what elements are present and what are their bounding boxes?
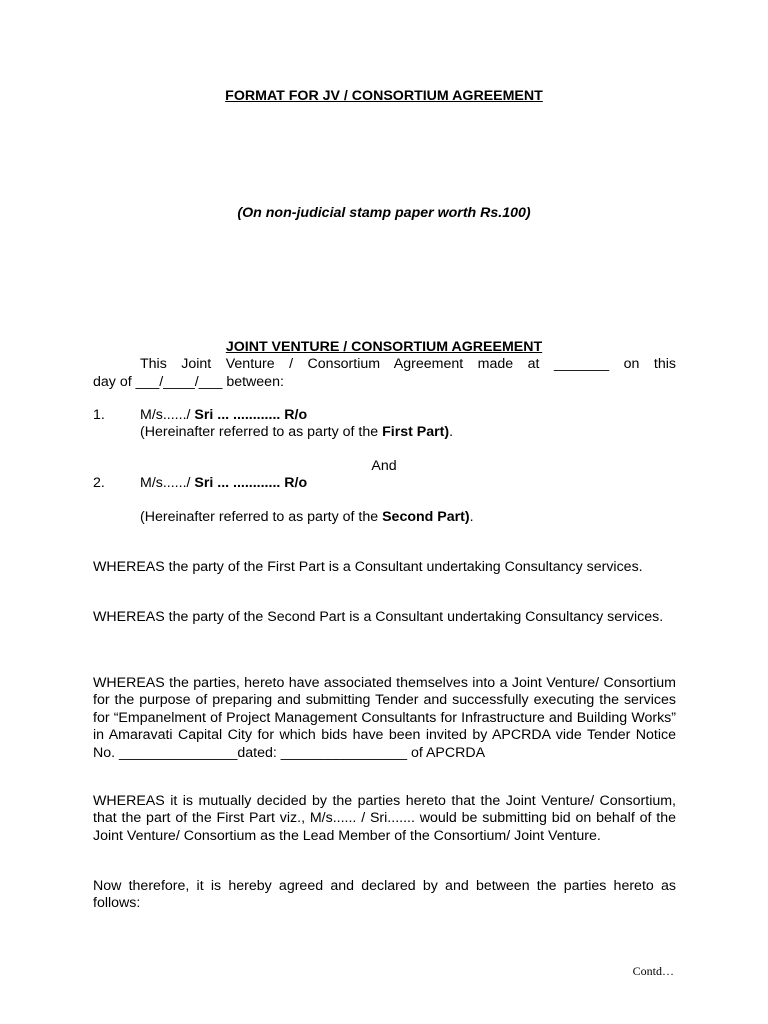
party-2-ref-text: (Hereinafter referred to as party of the bbox=[140, 509, 383, 525]
party-2-name bbox=[140, 475, 307, 492]
party-2-ref-end: . bbox=[469, 509, 474, 525]
and-separator: And bbox=[371, 458, 397, 474]
agreement-heading: JOINT VENTURE / CONSORTIUM AGREEMENT bbox=[225, 339, 543, 355]
party-1-sri: Sri ... ............ R/o bbox=[194, 407, 308, 423]
party-2-sri: Sri ... ............ R/o bbox=[194, 475, 308, 491]
party-1-number: 1. bbox=[93, 407, 105, 423]
party-1-ms: M/s....../ bbox=[140, 407, 195, 423]
party-1-reference bbox=[140, 424, 453, 441]
party-1-ref-end: . bbox=[449, 424, 454, 440]
format-title: FORMAT FOR JV / CONSORTIUM AGREEMENT bbox=[225, 88, 543, 104]
whereas-paragraph-1: WHEREAS the party of the First Part is a Consultant undertaking Consultancy services. bbox=[93, 559, 643, 575]
stamp-paper-note: (On non-judicial stamp paper worth Rs.100) bbox=[237, 205, 531, 221]
party-2-number: 2. bbox=[93, 475, 105, 491]
party-1-name bbox=[140, 407, 307, 424]
intro-line-1: This Joint Venture / Consortium Agreement made at _______ on this bbox=[140, 356, 676, 372]
intro-line-2: day of ___/____/___ between: bbox=[93, 374, 284, 390]
party-2-reference bbox=[140, 509, 474, 526]
party-1-ref-text: (Hereinafter referred to as party of the bbox=[140, 424, 383, 440]
party-2-ref-bold: Second Part) bbox=[382, 509, 470, 525]
whereas-paragraph-4: WHEREAS it is mutually decided by the parties hereto that the Joint Venture/ Consortium, that the part of the First Part viz., M/s...... / Sri....... would be submitting bid on behalf of the Joint Venture/ Consortium as the Lead Member of the Consortium/ Joint Venture. bbox=[93, 793, 676, 844]
party-1-ref-bold: First Part) bbox=[382, 424, 450, 440]
party-2-ms: M/s....../ bbox=[140, 475, 195, 491]
whereas-paragraph-3: WHEREAS the parties, hereto have associated themselves into a Joint Venture/ Consortium for the purpose of preparing and submitting Tender and successfully executing the services for “Empanelment of Project Management Consultants for Infrastructure and Building Works” in Amaravati Capital City for which bids have been invited by APCRDA vide Tender Notice No. _______________dated: ________________ of APCRDA bbox=[93, 675, 676, 761]
continued-marker: Contd… bbox=[632, 964, 674, 978]
whereas-paragraph-2: WHEREAS the party of the Second Part is a Consultant undertaking Consultancy services. bbox=[93, 609, 664, 625]
now-therefore-paragraph: Now therefore, it is hereby agreed and declared by and between the parties hereto as follows: bbox=[93, 878, 676, 912]
